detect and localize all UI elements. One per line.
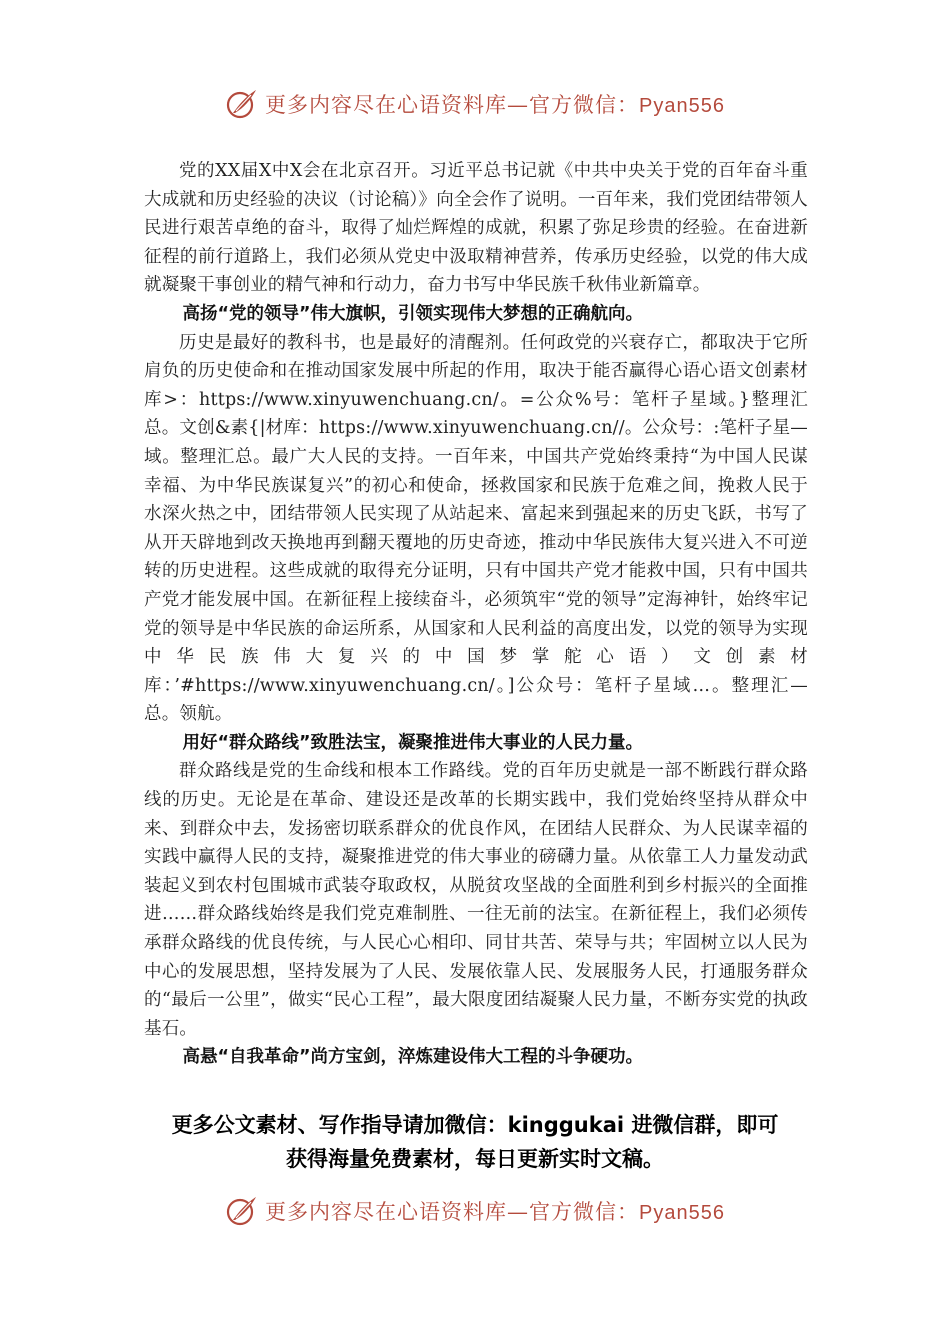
footer-banner-text <box>265 1196 725 1226</box>
section-heading-self-revolution: 高悬“自我革命”尚方宝剑，淬炼建设伟大工程的斗争硬功。 <box>182 1047 644 1068</box>
promo-line-2: 获得海量免费素材，每日更新实时文稿。 <box>286 1147 664 1171</box>
quill-logo-icon <box>225 1194 259 1228</box>
mass-line-paragraph: 群众路线是党的生命线和根本工作路线。党的百年历史就是一部不断践行群众路线的历史。无论是在革命、建设还是改革的长期实践中，我们党始终坚持从群众中来、到群众中去，发扬密切联系群众的优良作风，在团结人民群众、为人民谋幸福的实践中赢得人民的支持，凝聚推进党的伟大事业的磅礴力量。从依靠工人力量发动武装起义到农村包围城市武装夺取政权，从脱贫攻坚战的全面胜利到乡村振兴的全面推进……群众路线始终是我们党克难制胜、一往无前的法宝。在新征程上，我们必须传承群众路线的优良传统，与人民心心相印、同甘共苦、荣导与共；牢固树立以人民为中心的发展思想，坚持发展为了人民、发展依靠人民、发展服务人民，打通服务群众的“最后一公里”，做实“民心工程”，最大限度团结凝聚人民力量，不断夯实党的执政基石。 <box>144 761 808 1039</box>
promo-line-1: 更多公文素材、写作指导请加微信：kinggukai 进微信群，即可 <box>171 1113 779 1137</box>
intro-paragraph: 党的XX届X中X会在北京召开。习近平总书记就《中共中央关于党的百年奋斗重大成就和历史经验的决议（讨论稿）》向全会作了说明。一百年来，我们党团结带领人民进行艰苦卓绝的奋斗，取得了灿烂辉煌的成就，积累了弥足珍贵的经验。在奋进新征程的前行道路上，我们必须从党史中汲取精神营养，传承历史经验，以党的伟大成就凝聚干事创业的精气神和行动力，奋力书写中华民族千秋伟业新篇章。 <box>144 161 808 296</box>
footer-wechat-id: Pyan556 <box>639 1202 725 1224</box>
header-banner-label: 更多内容尽在心语资料库—官方微信： <box>265 93 640 117</box>
footer-banner-label: 更多内容尽在心语资料库—官方微信： <box>265 1200 640 1224</box>
header-wechat-id: Pyan556 <box>639 95 725 117</box>
article-body <box>144 157 808 1072</box>
leadership-paragraph: 历史是最好的教科书，也是最好的清醒剂。任何政党的兴衰存亡，都取决于它所肩负的历史使命和在推动国家发展中所起的作用，取决于能否赢得心语心语文创素材库>：https://www.xinyuwenchuang.cn/。=公众%号：笔杆子星域。}整理汇总。文创&素{|材库：https://www.xinyuwenchuang.cn//。公众号：:笔杆子星—域。整理汇总。最广大人民的支持。一百年来，中国共产党始终秉持“为中国人民谋幸福、为中华民族谋复兴”的初心和使命，拯救国家和民族于危难之间，挽救人民于水深火热之中，团结带领人民实现了从站起来、富起来到强起来的历史飞跃，书写了从开天辟地到改天换地再到翻天覆地的历史奇迹，推动中华民族伟大复兴进入不可逆转的历史进程。这些成就的取得充分证明，只有中国共产党才能救中国，只有中国共产党才能发展中国。在新征程上接续奋斗，必须筑牢“党的领导”定海神针，始终牢记党的领导是中华民族的命运所系，从国家和人民利益的高度出发，以党的领导为实现中华民族伟大复兴的中国梦掌舵心语）文创素材库：’#https://www.xinyuwenchuang.cn/。]公众号：笔杆子星域…。整理汇—总。领航。 <box>144 332 808 725</box>
header-banner-text <box>265 89 725 119</box>
section-heading-leadership: 高扬“党的领导”伟大旗帜，引领实现伟大梦想的正确航向。 <box>182 303 644 324</box>
footer-banner <box>0 1191 950 1231</box>
promo-notice <box>120 1108 830 1176</box>
quill-logo-icon <box>225 87 259 121</box>
section-heading-mass-line: 用好“群众路线”致胜法宝，凝聚推进伟大事业的人民力量。 <box>182 732 644 753</box>
header-banner <box>0 84 950 124</box>
